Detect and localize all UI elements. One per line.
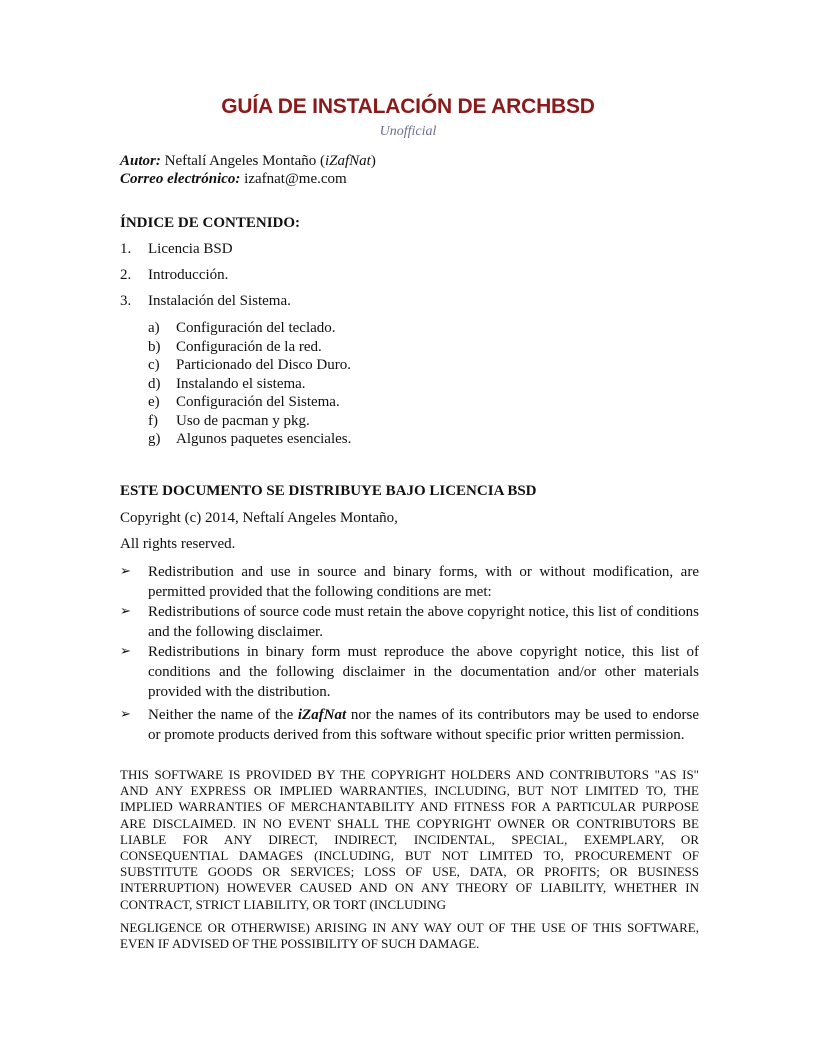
rights-line: All rights reserved. [120, 536, 236, 552]
toc-subitem-letter: e) [148, 394, 160, 410]
toc-item-number: 3. [120, 293, 132, 309]
arrow-bullet-icon: ➢ [120, 707, 131, 722]
email-address: izafnat@me.com [244, 171, 347, 187]
document-subtitle: Unofficial [379, 124, 437, 139]
toc-subitem-label: Configuración de la red. [176, 338, 322, 355]
license-condition [120, 602, 699, 642]
toc-item-number: 1. [120, 241, 132, 257]
author-alias: iZafNat [325, 153, 371, 169]
toc-item [120, 293, 291, 310]
toc-subitem [148, 338, 322, 356]
toc-subitem-label: Configuración del teclado. [176, 320, 336, 336]
toc-subitem-letter: c) [148, 357, 160, 373]
license-condition [120, 562, 699, 602]
toc-heading: ÍNDICE DE CONTENIDO: [120, 215, 301, 231]
toc-subitem-letter: d) [148, 375, 161, 392]
toc-subitem [148, 319, 336, 337]
copyright-line: Copyright (c) 2014, Neftalí Angeles Montaño, [120, 510, 398, 526]
license-condition [120, 642, 699, 702]
license-condition-text: Redistributions of source code must retain the above copyright notice, this list of conditions and the following disclaimer. [148, 604, 699, 640]
email-line [120, 170, 347, 188]
email-label: Correo electrónico: [120, 171, 241, 187]
author-label: Autor: [120, 153, 161, 169]
condition-post: nor the names of its contributors may be used to endorse or promote products derived from this software without specific prior written permission. [148, 707, 700, 743]
toc-subitem [148, 412, 310, 430]
toc-item-number: 2. [120, 267, 132, 283]
toc-item-label: Instalación del Sistema. [148, 293, 291, 309]
author-alias-emphasis: iZafNat [297, 707, 347, 723]
license-condition-text: Redistribution and use in source and binary forms, with or without modification, are permitted provided that the following conditions are met: [148, 564, 699, 600]
author-line [120, 152, 376, 170]
toc-subitem-letter: g) [148, 431, 161, 447]
arrow-bullet-icon: ➢ [120, 564, 131, 579]
toc-subitem [148, 375, 306, 393]
toc-item-label: Introducción. [148, 267, 229, 283]
toc-item-label: Licencia BSD [148, 241, 233, 257]
toc-subitem [148, 430, 351, 448]
toc-subitem [148, 356, 351, 374]
toc-item [120, 267, 228, 284]
toc-subitem-letter: f) [148, 412, 158, 429]
license-condition [120, 705, 699, 745]
toc-subitem-label: Particionado del Disco Duro. [176, 357, 351, 373]
license-condition-text: Redistributions in binary form must reproduce the above copyright notice, this list of conditions and the following disclaimer in the documentation and/or other materials provided with the distribution. [148, 644, 699, 700]
author-close: ) [370, 153, 376, 169]
document-title: GUÍA DE INSTALACIÓN DE ARCHBSD [221, 95, 595, 118]
arrow-bullet-icon: ➢ [120, 604, 131, 619]
toc-subitem-letter: a) [148, 320, 160, 336]
toc-item [120, 241, 233, 258]
condition-pre: Neither the name of the [148, 707, 298, 723]
toc-subitem [148, 393, 340, 411]
toc-subitem-label: Configuración del Sistema. [176, 394, 340, 410]
toc-subitem-letter: b) [148, 338, 161, 355]
disclaimer-paragraph: THIS SOFTWARE IS PROVIDED BY THE COPYRIGHT HOLDERS AND CONTRIBUTORS "AS IS" AND ANY EXPRESS OR IMPLIED WARRANTIES, INCLUDING, BUT NOT LIMITED TO, THE IMPLIED WARRANTIES OF MERCHANTABILITY AND FITNESS FOR A PARTICULAR PURPOSE ARE DISCLAIMED. IN NO EVENT SHALL THE COPYRIGHT OWNER OR CONTRIBUTORS BE LIABLE FOR ANY DIRECT, INDIRECT, INCIDENTAL, SPECIAL, EXEMPLARY, OR CONSEQUENTIAL DAMAGES (INCLUDING, BUT NOT LIMITED TO, PROCUREMENT OF SUBSTITUTE GOODS OR SERVICES; LOSS OF USE, DATA, OR PROFITS; OR BUSINESS INTERRUPTION) HOWEVER CAUSED AND ON ANY THEORY OF LIABILITY, WHETHER IN CONTRACT, STRICT LIABILITY, OR TORT (INCLUDING [120, 767, 699, 912]
arrow-bullet-icon: ➢ [120, 644, 131, 659]
toc-subitem-label: Uso de pacman y pkg. [176, 412, 310, 429]
license-heading: ESTE DOCUMENTO SE DISTRIBUYE BAJO LICENCIA BSD [120, 483, 537, 499]
toc-subitem-label: Instalando el sistema. [176, 375, 306, 392]
license-condition-text [148, 705, 699, 745]
toc-subitem-label: Algunos paquetes esenciales. [176, 431, 352, 447]
disclaimer-paragraph: NEGLIGENCE OR OTHERWISE) ARISING IN ANY WAY OUT OF THE USE OF THIS SOFTWARE, EVEN IF ADVISED OF THE POSSIBILITY OF SUCH DAMAGE. [120, 920, 699, 952]
author-name: Neftalí Angeles Montaño ( [164, 153, 325, 169]
